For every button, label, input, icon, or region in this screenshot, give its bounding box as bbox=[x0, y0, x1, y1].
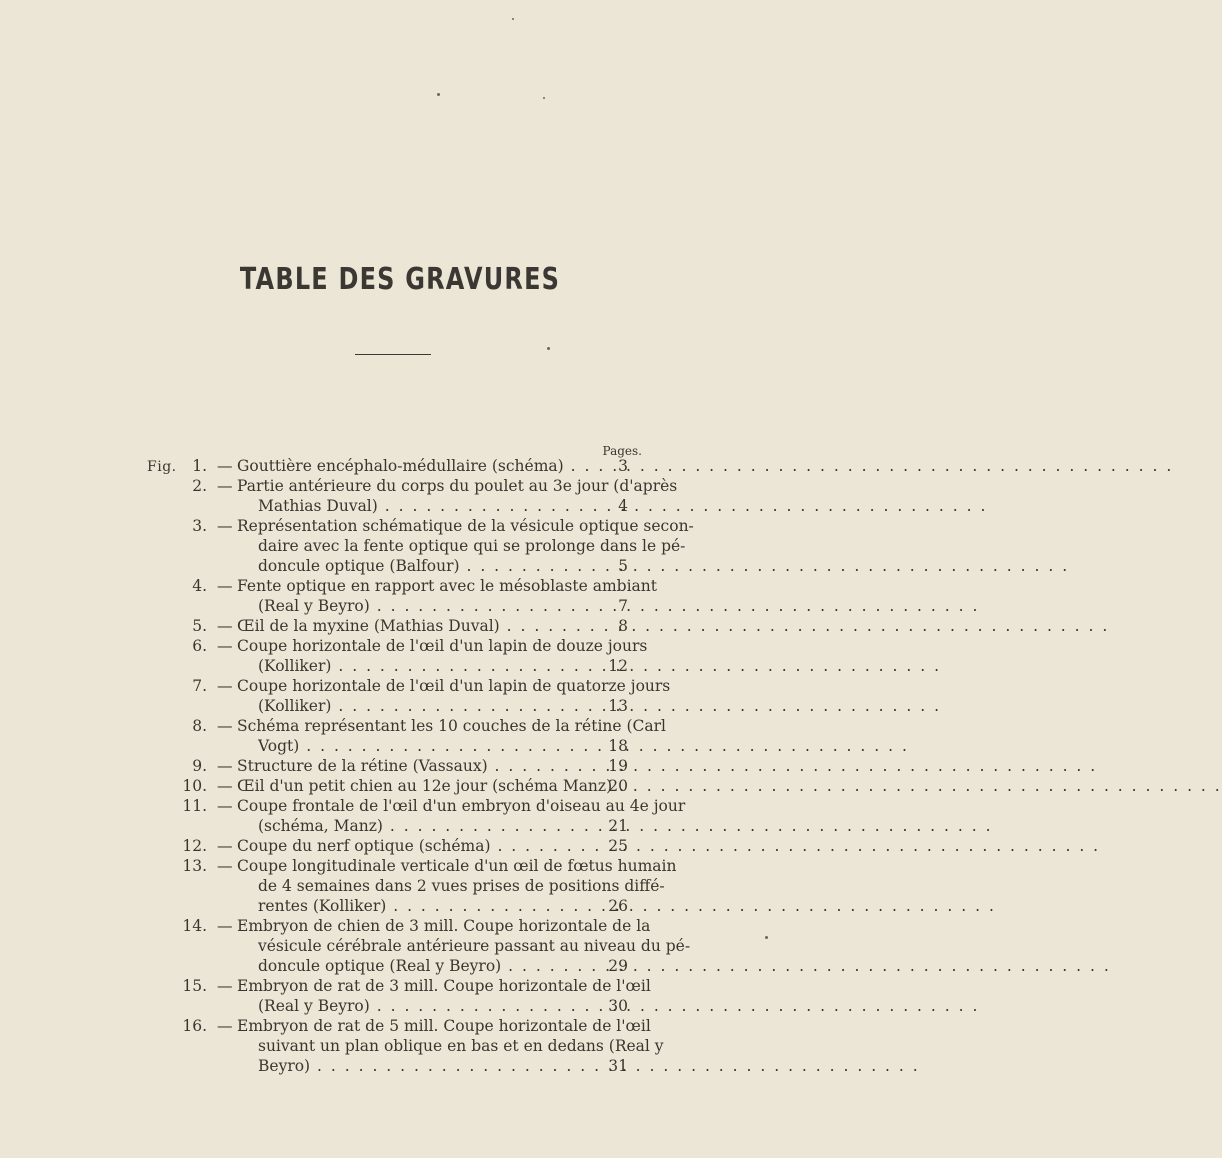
toc-entry-line bbox=[0, 756, 800, 776]
figure-caption-text: Partie antérieure du corps du poulet au 3e jour (d'après bbox=[237, 477, 678, 495]
em-dash: — bbox=[217, 477, 233, 495]
paper-speck bbox=[765, 936, 768, 939]
toc-entry-line bbox=[0, 936, 800, 956]
figure-number: 6. bbox=[192, 637, 207, 655]
figure-caption-text: Gouttière encéphalo-médullaire (schéma) . . . bbox=[237, 456, 599, 476]
page-number: 30 bbox=[608, 997, 628, 1015]
figure-caption-text: daire avec la fente optique qui se prolonge dans le pé- bbox=[258, 537, 686, 555]
figure-number: 12. bbox=[182, 837, 207, 855]
figure-number: 8. bbox=[192, 717, 207, 735]
toc-entry bbox=[0, 716, 800, 756]
page-number: 4 bbox=[618, 497, 628, 515]
toc-entry-line bbox=[0, 596, 800, 616]
title-rule bbox=[355, 354, 431, 355]
figure-caption-text: Mathias Duval) . . . bbox=[258, 496, 599, 516]
toc-entry-line bbox=[0, 996, 800, 1016]
figure-caption-text: de 4 semaines dans 2 vues prises de positions diffé- bbox=[258, 877, 665, 895]
toc-entry bbox=[0, 776, 800, 796]
page-number: 18 bbox=[608, 737, 628, 755]
figure-caption-text: Œil d'un petit chien au 12e jour (schéma Manz) . . . bbox=[237, 776, 599, 796]
toc-entry bbox=[0, 756, 800, 776]
figure-caption-text: Embryon de rat de 3 mill. Coupe horizontale de l'œil bbox=[237, 977, 651, 995]
figure-caption-text: Représentation schématique de la vésicule optique secon- bbox=[237, 517, 694, 535]
figure-caption-text: Coupe horizontale de l'œil d'un lapin de douze jours bbox=[237, 637, 648, 655]
toc-entry-line bbox=[0, 636, 800, 656]
toc-entry-line bbox=[0, 696, 800, 716]
paper-speck bbox=[437, 93, 440, 96]
page-number: 8 bbox=[618, 617, 628, 635]
page-number: 7 bbox=[618, 597, 628, 615]
toc-entry bbox=[0, 576, 800, 616]
em-dash: — bbox=[217, 917, 233, 935]
em-dash: — bbox=[217, 717, 233, 735]
figure-number: 5. bbox=[192, 617, 207, 635]
em-dash: — bbox=[217, 977, 233, 995]
paper-speck bbox=[543, 97, 545, 99]
figure-caption-text: suivant un plan oblique en bas et en dedans (Real y bbox=[258, 1037, 664, 1055]
figure-number: 3. bbox=[192, 517, 207, 535]
toc-entry-line bbox=[0, 716, 800, 736]
toc-entry-line bbox=[0, 476, 800, 496]
figure-caption-text: Coupe du nerf optique (schéma) . . . bbox=[237, 836, 599, 856]
figure-caption-text: Schéma représentant les 10 couches de la rétine (Carl bbox=[237, 717, 667, 735]
toc-entry-line bbox=[0, 796, 800, 816]
page-number: 20 bbox=[608, 777, 628, 795]
toc-entry bbox=[0, 836, 800, 856]
figure-caption-text: Coupe frontale de l'œil d'un embryon d'oiseau au 4e jour bbox=[237, 797, 686, 815]
toc-entry-line bbox=[0, 496, 800, 516]
figure-caption-text: Vogt) . . . bbox=[258, 736, 599, 756]
em-dash: — bbox=[217, 577, 233, 595]
toc-entry-line bbox=[0, 676, 800, 696]
toc-entry bbox=[0, 516, 800, 576]
toc-entry bbox=[0, 456, 800, 476]
page-number: 3 bbox=[618, 457, 628, 475]
toc-entry bbox=[0, 856, 800, 916]
toc-entry bbox=[0, 1016, 800, 1076]
toc-entry-line bbox=[0, 1016, 800, 1036]
figure-caption-text: (schéma, Manz) . . . bbox=[258, 816, 599, 836]
figure-caption-text: (Real y Beyro) . . . bbox=[258, 996, 599, 1016]
figure-number: 11. bbox=[182, 797, 207, 815]
figure-number: 13. bbox=[182, 857, 207, 875]
figure-number: 15. bbox=[182, 977, 207, 995]
figure-caption-text: Structure de la rétine (Vassaux) . . . bbox=[237, 756, 599, 776]
figure-caption-text: (Kolliker) . . . bbox=[258, 696, 599, 716]
figure-number: 10. bbox=[182, 777, 207, 795]
toc-entry-line bbox=[0, 456, 800, 476]
page-title: TABLE DES GRAVURES bbox=[239, 262, 561, 297]
figure-number: 16. bbox=[182, 1017, 207, 1035]
em-dash: — bbox=[217, 637, 233, 655]
toc-entry-line bbox=[0, 1056, 800, 1076]
paper-speck bbox=[512, 18, 514, 20]
em-dash: — bbox=[217, 777, 233, 795]
toc-entry-line bbox=[0, 896, 800, 916]
page-number: 12 bbox=[608, 657, 628, 675]
toc-entry-line bbox=[0, 736, 800, 756]
page-number: 31 bbox=[608, 1057, 628, 1075]
toc-entry-line bbox=[0, 876, 800, 896]
toc-entry-line bbox=[0, 656, 800, 676]
em-dash: — bbox=[217, 797, 233, 815]
figure-number: 14. bbox=[182, 917, 207, 935]
figure-number: 9. bbox=[192, 757, 207, 775]
figure-number: 4. bbox=[192, 577, 207, 595]
toc-entry bbox=[0, 476, 800, 516]
toc-entry-line bbox=[0, 556, 800, 576]
toc-entry-line bbox=[0, 836, 800, 856]
figure-caption-text: Embryon de chien de 3 mill. Coupe horizontale de la bbox=[237, 917, 651, 935]
toc-entry-line bbox=[0, 516, 800, 536]
toc-entry-line bbox=[0, 956, 800, 976]
figure-caption-text: Coupe horizontale de l'œil d'un lapin de quatorze jours bbox=[237, 677, 671, 695]
em-dash: — bbox=[217, 517, 233, 535]
page-number: 19 bbox=[608, 757, 628, 775]
fig-label: Fig. bbox=[147, 459, 177, 475]
figure-caption-text: Œil de la myxine (Mathias Duval) . . . bbox=[237, 616, 599, 636]
page-number: 29 bbox=[608, 957, 628, 975]
figure-caption-text: doncule optique (Balfour) . . . bbox=[258, 556, 599, 576]
toc-entry-line bbox=[0, 976, 800, 996]
figure-caption-text: Beyro) . . . bbox=[258, 1056, 599, 1076]
toc-entry-line bbox=[0, 856, 800, 876]
toc-entry bbox=[0, 916, 800, 976]
page-number: 21 bbox=[608, 817, 628, 835]
em-dash: — bbox=[217, 1017, 233, 1035]
figure-caption-text: Embryon de rat de 5 mill. Coupe horizontale de l'œil bbox=[237, 1017, 651, 1035]
figure-number: 2. bbox=[192, 477, 207, 495]
figure-caption-text: (Real y Beyro) . . . bbox=[258, 596, 599, 616]
toc-entry-line bbox=[0, 536, 800, 556]
em-dash: — bbox=[217, 677, 233, 695]
figure-number: 1. bbox=[192, 457, 207, 475]
em-dash: — bbox=[217, 457, 233, 475]
toc-entry-line bbox=[0, 776, 800, 796]
toc-entry bbox=[0, 636, 800, 676]
toc-entry bbox=[0, 676, 800, 716]
table-of-engravings bbox=[0, 456, 800, 1076]
figure-caption-text: doncule optique (Real y Beyro) . . . bbox=[258, 956, 599, 976]
toc-entry-line bbox=[0, 576, 800, 596]
toc-entry-line bbox=[0, 916, 800, 936]
figure-caption-text: (Kolliker) . . . bbox=[258, 656, 599, 676]
page-number: 26 bbox=[608, 897, 628, 915]
em-dash: — bbox=[217, 857, 233, 875]
figure-caption-text: rentes (Kolliker) . . . bbox=[258, 896, 599, 916]
toc-entry-line bbox=[0, 816, 800, 836]
em-dash: — bbox=[217, 617, 233, 635]
figure-caption-text: Fente optique en rapport avec le mésoblaste ambiant bbox=[237, 577, 657, 595]
toc-entry-line bbox=[0, 616, 800, 636]
figure-caption-text: Coupe longitudinale verticale d'un œil de fœtus humain bbox=[237, 857, 677, 875]
toc-entry bbox=[0, 616, 800, 636]
em-dash: — bbox=[217, 757, 233, 775]
pages-column-header: Pages. bbox=[602, 444, 642, 458]
page-number: 5 bbox=[618, 557, 628, 575]
figure-caption-text: vésicule cérébrale antérieure passant au niveau du pé- bbox=[258, 937, 691, 955]
figure-number: 7. bbox=[192, 677, 207, 695]
toc-entry bbox=[0, 976, 800, 1016]
page-number: 25 bbox=[608, 837, 628, 855]
paper-speck bbox=[547, 347, 550, 350]
em-dash: — bbox=[217, 837, 233, 855]
page-number: 13 bbox=[608, 697, 628, 715]
toc-entry-line bbox=[0, 1036, 800, 1056]
toc-entry bbox=[0, 796, 800, 836]
